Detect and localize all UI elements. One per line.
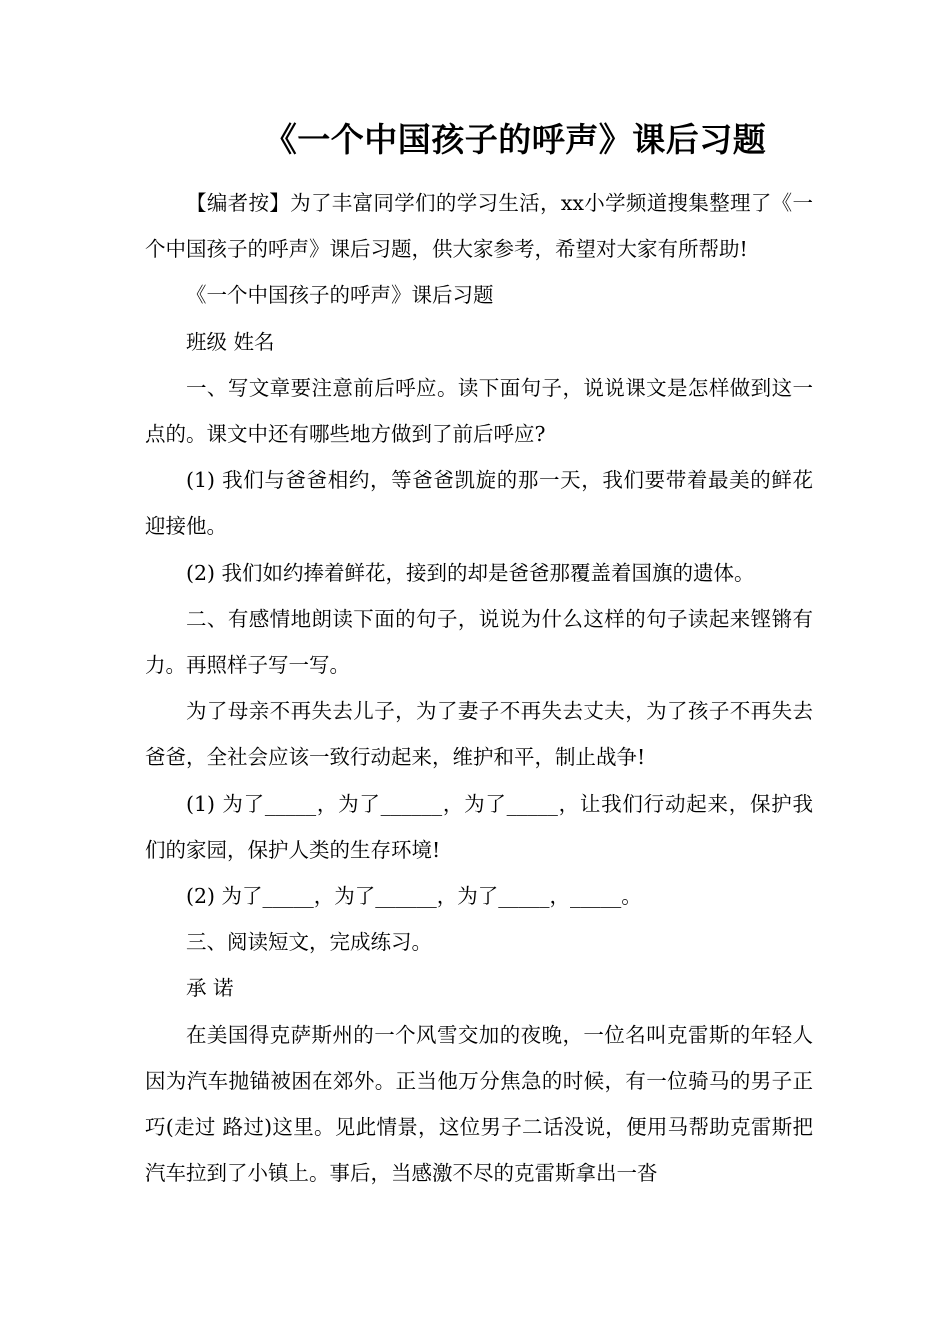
question-1: 一、写文章要注意前后呼应。读下面句子，说说课文是怎样做到这一点的。课文中还有哪些地方做到了前后呼应? — [145, 375, 813, 447]
question-2-blank-1: (1) 为了_____，为了______，为了_____，让我们行动起来，保护我们的家园，保护人类的生存环境! — [145, 791, 813, 862]
question-2-example: 为了母亲不再失去儿子，为了妻子不再失去丈夫，为了孩子不再失去爸爸，全社会应该一致行动起来，维护和平，制止战争! — [145, 699, 813, 770]
question-2-blank-2: (2) 为了_____，为了______，为了_____，_____。 — [186, 884, 642, 909]
document-title: 《一个中国孩子的呼声》课后习题 — [263, 120, 767, 159]
passage-title: 承 诺 — [186, 976, 234, 1001]
question-1-sentence-2: (2) 我们如约捧着鲜花，接到的却是爸爸那覆盖着国旗的遗体。 — [186, 560, 755, 585]
editor-note-paragraph: 【编者按】为了丰富同学们的学习生活，xx小学频道搜集整理了《一个中国孩子的呼声》课后习题，供大家参考，希望对大家有所帮助! — [145, 191, 813, 262]
passage-paragraph: 在美国得克萨斯州的一个风雪交加的夜晚，一位名叫克雷斯的年轻人因为汽车抛锚被困在郊外。正当他万分焦急的时候，有一位骑马的男子正巧(走过 路过)这里。见此情景，这位男子二话没说，便用马帮助克雷斯把汽车拉到了小镇上。事后，当感激不尽的克雷斯拿出一沓 — [145, 1022, 813, 1186]
question-1-sentence-1: (1) 我们与爸爸相约，等爸爸凯旋的那一天，我们要带着最美的鲜花迎接他。 — [145, 468, 813, 539]
question-3: 三、阅读短文，完成练习。 — [186, 930, 432, 955]
question-2: 二、有感情地朗读下面的句子，说说为什么这样的句子读起来铿锵有力。再照样子写一写。 — [145, 606, 813, 678]
document-body — [145, 180, 813, 1196]
class-name-line: 班级 姓名 — [186, 329, 275, 354]
subtitle-paragraph: 《一个中国孩子的呼声》课后习题 — [186, 283, 494, 308]
